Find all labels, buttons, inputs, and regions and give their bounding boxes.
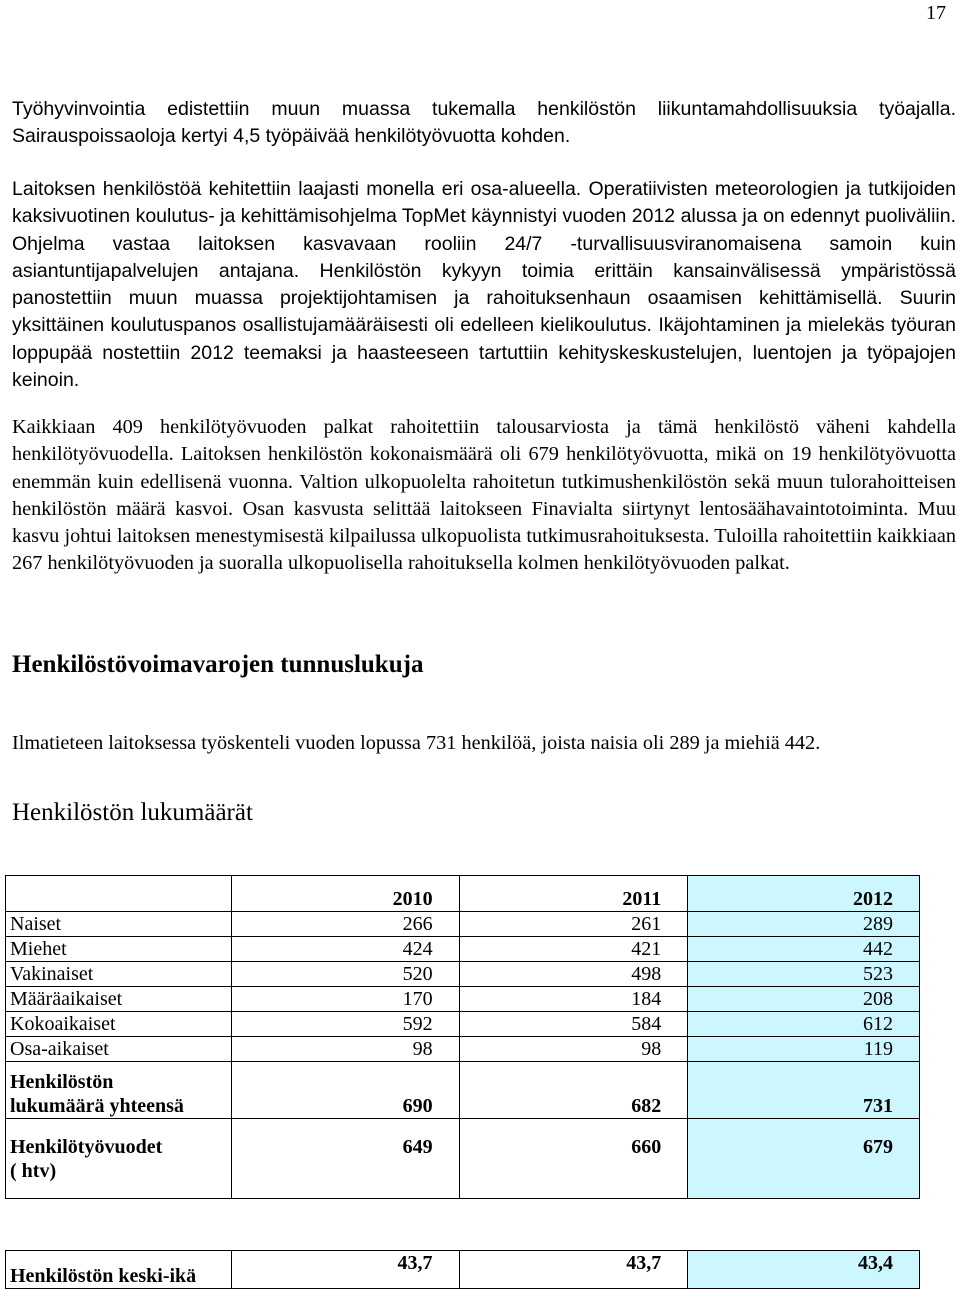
htv-label-line1: Henkilötyövuodet	[10, 1135, 163, 1158]
section-heading: Henkilöstövoimavarojen tunnuslukuja	[12, 651, 424, 678]
cell-2012: 612	[688, 1012, 920, 1037]
table-row	[6, 1012, 920, 1037]
header-2010: 2010	[231, 876, 459, 912]
row-label: Määräaikaiset	[6, 987, 232, 1012]
table-row	[6, 987, 920, 1012]
cell-2011: 498	[459, 962, 688, 987]
cell-2010: 266	[231, 912, 459, 937]
cell-2010: 98	[231, 1037, 459, 1062]
total-2011: 682	[459, 1062, 688, 1119]
cell-2011: 261	[459, 912, 688, 937]
total-label	[6, 1062, 232, 1119]
table-title: Henkilöstön lukumäärät	[12, 799, 253, 826]
paragraph-development: Laitoksen henkilöstöä kehitettiin laajasti monella eri osa-alueella. Operatiivisten meteorologien ja tutkijoiden kaksivuotinen koulutus- ja kehittämisohjelma TopMet käynnistyi vuoden 2012 alussa ja on edennyt puoliväliin. Ohjelma vastaa laitoksen kasvavaan rooliin 24/7 -turvallisuusviranomaisena samoin kuin asiantuntijapalvelujen antajana. Henkilöstön kykyyn toimia erittäin kansainvälisessä ympäristössä panostettiin muun muassa projektijohtamisen ja rahoituksenhaun osaamisen kehittämisellä. Suurin yksittäinen koulutuspanos osallistujamääräisesti oli edelleen kielikoulutus. Ikäjohtaminen ja mielekäs työuran loppupää nostettiin 2012 teemaksi ja haasteeseen tartuttiin kehityskeskustelujen, luentojen ja työpajojen keinoin.	[12, 178, 956, 392]
row-label: Naiset	[6, 912, 232, 937]
header-2011: 2011	[459, 876, 688, 912]
cell-2011: 421	[459, 937, 688, 962]
total-row	[6, 1062, 920, 1119]
total-2012: 731	[688, 1062, 920, 1119]
total-label-line2: lukumäärä yhteensä	[10, 1095, 184, 1117]
table-row	[6, 1037, 920, 1062]
cell-2010: 170	[231, 987, 459, 1012]
row-label: Vakinaiset	[6, 962, 232, 987]
header-blank	[6, 876, 232, 912]
htv-label	[6, 1119, 232, 1199]
table-row	[6, 912, 920, 937]
row-label: Kokoaikaiset	[6, 1012, 232, 1037]
htv-2011: 660	[459, 1119, 688, 1199]
age-label: Henkilöstön keski-ikä	[6, 1251, 232, 1289]
cell-2011: 98	[459, 1037, 688, 1062]
paragraph-funding: Kaikkiaan 409 henkilötyövuoden palkat rahoitettiin talousarviosta ja tämä henkilöstö väheni kahdella henkilötyövuodella. Laitoksen henkilöstön kokonaismäärä oli 679 henkilötyövuotta, mikä on 19 henkilötyövuotta enemmän kuin edellisenä vuonna. Valtion ulkopuolelta rahoitetun tutkimushenkilöstön sekä muun tulorahoitteisen henkilöstön määrä kasvoi. Osan kasvusta selittää laitokseen Finavialta siirtynyt lentosäähavaintotoiminta. Muu kasvu johtui laitoksen menestymisestä kilpailussa ulkopuolista tutkimusrahoituksesta. Tuloilla rahoitettiin kaikkiaan 267 henkilötyövuoden ja suoralla ulkopuolisella rahoituksella kolmen henkilötyövuoden palkat.	[12, 416, 956, 575]
row-label: Osa-aikaiset	[6, 1037, 232, 1062]
cell-2012: 208	[688, 987, 920, 1012]
header-2012: 2012	[688, 876, 920, 912]
row-label: Miehet	[6, 937, 232, 962]
cell-2012: 442	[688, 937, 920, 962]
paragraph-wellbeing: Työhyvinvointia edistettiin muun muassa tukemalla henkilöstön liikuntamahdollisuuksia työajalla. Sairauspoissaoloja kertyi 4,5 työpäivää henkilötyövuotta kohden.	[12, 98, 956, 148]
htv-2010: 649	[231, 1119, 459, 1199]
total-2010: 690	[231, 1062, 459, 1119]
cell-2012: 119	[688, 1037, 920, 1062]
table-row	[6, 937, 920, 962]
cell-2012: 523	[688, 962, 920, 987]
htv-row	[6, 1119, 920, 1199]
average-age-table	[5, 1250, 920, 1289]
cell-2010: 424	[231, 937, 459, 962]
cell-2010: 520	[231, 962, 459, 987]
age-2011: 43,7	[459, 1251, 688, 1289]
age-2010: 43,7	[231, 1251, 459, 1289]
page-number: 17	[926, 2, 946, 24]
total-label-line1: Henkilöstön	[10, 1071, 114, 1093]
cell-2011: 184	[459, 987, 688, 1012]
cell-2010: 592	[231, 1012, 459, 1037]
intro-text: Ilmatieteen laitoksessa työskenteli vuoden lopussa 731 henkilöä, joista naisia oli 289 ja miehiä 442.	[12, 732, 821, 754]
age-2012: 43,4	[688, 1251, 920, 1289]
htv-2012: 679	[688, 1119, 920, 1199]
cell-2012: 289	[688, 912, 920, 937]
htv-label-line2: ( htv)	[10, 1159, 57, 1182]
staff-table	[5, 875, 920, 1199]
table-row	[6, 962, 920, 987]
cell-2011: 584	[459, 1012, 688, 1037]
